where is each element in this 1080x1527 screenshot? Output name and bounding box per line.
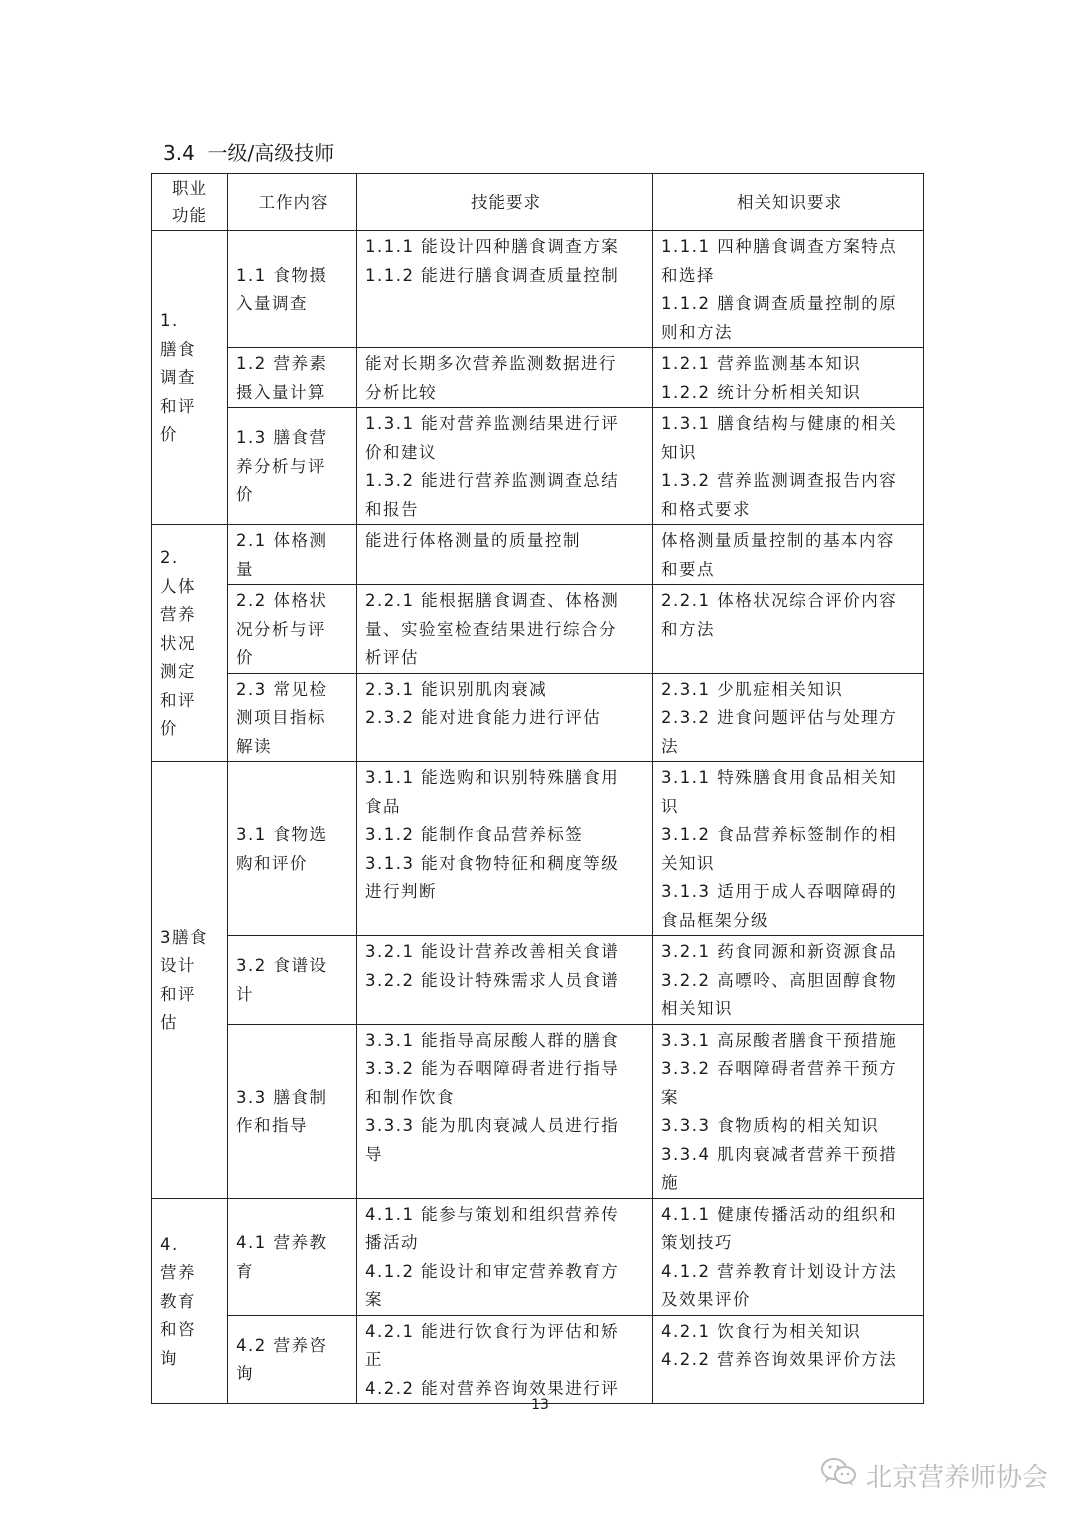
content-cell	[228, 1024, 357, 1198]
skills-cell-line: 能进行体格测量的质量控制	[365, 531, 581, 550]
skills-cell-line: 分析比较	[365, 382, 437, 402]
knowledge-cell-line: 4.1.2 营养教育计划设计方法	[661, 1261, 898, 1281]
content-cell-line: 3.3 膳食制	[236, 1087, 328, 1107]
content-cell-line: 4.1 营养教	[236, 1233, 328, 1252]
skills-cell-line: 3.2.2 能设计特殊需求人员食谱	[365, 970, 620, 990]
skills-cell-line: 量、实验室检查结果进行综合分	[365, 619, 617, 639]
skills-cell	[357, 408, 653, 525]
content-cell-line: 计	[236, 984, 254, 1004]
knowledge-cell-line: 体格测量质量控制的基本内容	[661, 531, 895, 550]
content-cell-line: 4.2 营养咨	[236, 1335, 328, 1355]
content-cell	[228, 936, 357, 1025]
content-cell-line: 量	[236, 559, 254, 579]
knowledge-cell	[653, 1315, 924, 1404]
knowledge-cell-line: 1.3.2 营养监测调查报告内容	[661, 471, 898, 490]
skills-cell-line: 能对长期多次营养监测数据进行	[365, 354, 617, 373]
skills-cell-line: 案	[365, 1290, 383, 1309]
skills-cell-line: 3.1.3 能对食物特征和稠度等级	[365, 853, 620, 873]
content-cell-line: 2.3 常见检	[236, 679, 328, 699]
function-cell-line: 状况	[160, 633, 196, 653]
skills-cell-line: 4.2.1 能进行饮食行为评估和矫	[365, 1321, 620, 1341]
knowledge-cell-line: 及效果评价	[661, 1290, 751, 1309]
knowledge-cell-line: 3.2.1 药食同源和新资源食品	[661, 942, 898, 961]
header-content: 工作内容	[228, 174, 357, 231]
function-cell-line: 营养	[160, 605, 196, 625]
content-cell-line: 解读	[236, 736, 272, 756]
skills-cell-line: 进行判断	[365, 882, 437, 901]
knowledge-cell-line: 和格式要求	[661, 499, 751, 519]
knowledge-cell-line: 3.1.3 适用于成人吞咽障碍的	[661, 882, 898, 901]
function-cell	[152, 525, 228, 762]
skills-cell	[357, 585, 653, 674]
knowledge-cell-line: 和方法	[661, 619, 715, 639]
header-knowledge: 相关知识要求	[653, 174, 924, 231]
knowledge-cell-line: 3.1.1 特殊膳食用食品相关知	[661, 768, 898, 787]
content-cell	[228, 762, 357, 936]
knowledge-cell-line: 3.2.2 高嘌呤、高胆固醇食物	[661, 970, 898, 990]
function-cell-line: 2.	[160, 548, 179, 568]
skills-cell-line: 析评估	[365, 648, 419, 667]
table-row	[152, 762, 924, 936]
function-cell-line: 和评	[160, 984, 196, 1004]
knowledge-cell-line: 食品框架分级	[661, 910, 769, 930]
content-cell	[228, 673, 357, 762]
knowledge-cell-line: 1.1.2 膳食调查质量控制的原	[661, 294, 898, 313]
skills-cell	[357, 525, 653, 585]
table-row	[152, 525, 924, 585]
skills-cell-line: 3.3.3 能为肌肉衰减人员进行指	[365, 1116, 620, 1135]
knowledge-cell-line: 识	[661, 796, 679, 816]
skills-cell-line: 价和建议	[365, 442, 437, 462]
skills-cell-line: 和报告	[365, 499, 419, 519]
knowledge-cell-line: 3.1.2 食品营养标签制作的相	[661, 825, 898, 844]
table-row	[152, 408, 924, 525]
skills-cell	[357, 1198, 653, 1315]
skills-cell-line: 1.3.2 能进行营养监测调查总结	[365, 471, 620, 490]
function-cell-line: 3膳食	[160, 927, 208, 947]
skills-cell-line: 正	[365, 1350, 383, 1369]
function-cell-line: 膳食	[160, 339, 196, 359]
skills-cell-line: 1.1.2 能进行膳食调查质量控制	[365, 265, 620, 285]
function-cell	[152, 762, 228, 1199]
content-cell-line: 价	[236, 648, 254, 667]
function-cell	[152, 1198, 228, 1404]
table-row	[152, 1315, 924, 1404]
table-row	[152, 585, 924, 674]
section-heading: 3.4 一级/高级技师	[163, 141, 335, 165]
function-cell-line: 估	[160, 1013, 178, 1033]
skills-cell	[357, 1315, 653, 1404]
content-cell-line: 3.2 食谱设	[236, 956, 328, 976]
function-cell-line: 调查	[160, 368, 196, 388]
table-row	[152, 673, 924, 762]
knowledge-cell	[653, 1024, 924, 1198]
content-cell-line: 1.1 食物摄	[236, 265, 328, 285]
skills-cell-line: 2.3.2 能对进食能力进行评估	[365, 708, 602, 727]
content-cell-line: 3.1 食物选	[236, 825, 328, 844]
table-row	[152, 348, 924, 408]
table-row	[152, 936, 924, 1025]
knowledge-cell-line: 策划技巧	[661, 1233, 733, 1252]
knowledge-cell	[653, 1198, 924, 1315]
content-cell-line: 1.2 营养素	[236, 354, 328, 373]
table-row	[152, 1024, 924, 1198]
function-cell-line: 价	[160, 719, 178, 739]
function-cell-line: 人体	[160, 576, 196, 596]
function-cell	[152, 231, 228, 525]
knowledge-cell-line: 法	[661, 736, 679, 756]
content-cell-line: 价	[236, 485, 254, 505]
wechat-icon	[820, 1457, 858, 1494]
content-cell-line: 1.3 膳食营	[236, 428, 328, 448]
skills-cell-line: 导	[365, 1144, 383, 1164]
watermark	[820, 1455, 1048, 1495]
content-cell-line: 2.2 体格状	[236, 591, 328, 610]
content-cell-line: 入量调查	[236, 294, 308, 313]
function-cell-line: 测定	[160, 662, 196, 682]
skills-cell-line: 1.3.1 能对营养监测结果进行评	[365, 414, 620, 433]
skills-cell-line: 1.1.1 能设计四种膳食调查方案	[365, 237, 620, 256]
content-cell	[228, 1315, 357, 1404]
knowledge-cell-line: 4.2.2 营养咨询效果评价方法	[661, 1350, 898, 1369]
function-cell-line: 营养	[160, 1263, 196, 1282]
skills-cell-line: 2.3.1 能识别肌肉衰减	[365, 679, 548, 699]
skills-cell-line: 4.1.2 能设计和审定营养教育方	[365, 1261, 620, 1281]
knowledge-cell-line: 则和方法	[661, 322, 733, 342]
skills-cell-line: 4.2.2 能对营养咨询效果进行评	[365, 1378, 620, 1398]
content-cell-line: 2.1 体格测	[236, 531, 328, 550]
skills-cell	[357, 762, 653, 936]
table-row	[152, 1198, 924, 1315]
knowledge-cell-line: 4.1.1 健康传播活动的组织和	[661, 1204, 898, 1224]
knowledge-cell-line: 1.2.2 统计分析相关知识	[661, 382, 862, 402]
knowledge-cell	[653, 408, 924, 525]
content-cell-line: 作和指导	[236, 1116, 308, 1135]
content-cell	[228, 525, 357, 585]
knowledge-cell-line: 和要点	[661, 559, 715, 579]
knowledge-cell-line: 和选择	[661, 265, 715, 285]
skills-cell	[357, 673, 653, 762]
knowledge-cell	[653, 585, 924, 674]
content-cell	[228, 585, 357, 674]
skills-cell	[357, 1024, 653, 1198]
function-cell-line: 教育	[160, 1291, 196, 1311]
knowledge-cell-line: 2.3.1 少肌症相关知识	[661, 679, 844, 699]
knowledge-cell-line: 3.3.4 肌肉衰减者营养干预措	[661, 1144, 898, 1164]
knowledge-cell	[653, 673, 924, 762]
knowledge-cell-line: 4.2.1 饮食行为相关知识	[661, 1321, 862, 1341]
content-cell	[228, 408, 357, 525]
content-cell-line: 询	[236, 1364, 254, 1384]
header-function: 职业 功能	[152, 174, 228, 231]
skills-cell	[357, 231, 653, 348]
content-cell-line: 摄入量计算	[236, 382, 326, 402]
page-number: 13	[531, 1397, 549, 1413]
knowledge-cell-line: 2.2.1 体格状况综合评价内容	[661, 591, 898, 610]
function-cell-line: 1.	[160, 311, 179, 331]
content-cell-line: 购和评价	[236, 853, 308, 873]
knowledge-cell-line: 3.3.3 食物质构的相关知识	[661, 1116, 880, 1135]
knowledge-cell-line: 相关知识	[661, 999, 733, 1018]
function-cell-line: 和咨	[160, 1320, 196, 1339]
content-cell-line: 况分析与评	[236, 619, 326, 639]
function-cell-line: 价	[160, 425, 178, 445]
knowledge-cell-line: 1.1.1 四种膳食调查方案特点	[661, 237, 898, 256]
content-cell-line: 养分析与评	[236, 456, 326, 476]
knowledge-cell	[653, 231, 924, 348]
table-row	[152, 231, 924, 348]
skills-table	[151, 173, 924, 1404]
function-cell-line: 询	[160, 1348, 178, 1368]
knowledge-cell-line: 3.3.2 吞咽障碍者营养干预方	[661, 1059, 898, 1078]
knowledge-cell	[653, 348, 924, 408]
skills-cell-line: 3.1.2 能制作食品营养标签	[365, 825, 584, 844]
content-cell	[228, 1198, 357, 1315]
watermark-text: 北京营养师协会	[866, 1462, 1049, 1493]
content-cell	[228, 231, 357, 348]
function-cell-line: 和评	[160, 690, 196, 710]
skills-cell-line: 4.1.1 能参与策划和组织营养传	[365, 1204, 620, 1224]
knowledge-cell-line: 案	[661, 1087, 679, 1107]
knowledge-cell	[653, 936, 924, 1025]
skills-cell-line: 3.1.1 能选购和识别特殊膳食用	[365, 768, 620, 787]
skills-cell	[357, 936, 653, 1025]
skills-cell-line: 和制作饮食	[365, 1087, 455, 1107]
skills-cell-line: 3.2.1 能设计营养改善相关食谱	[365, 942, 620, 961]
content-cell	[228, 348, 357, 408]
knowledge-cell-line: 1.3.1 膳食结构与健康的相关	[661, 414, 898, 433]
content-cell-line: 测项目指标	[236, 708, 326, 727]
knowledge-cell-line: 施	[661, 1173, 679, 1192]
skills-cell-line: 播活动	[365, 1233, 419, 1252]
function-cell-line: 设计	[160, 956, 196, 976]
skills-cell-line: 3.3.1 能指导高尿酸人群的膳食	[365, 1030, 620, 1050]
knowledge-cell-line: 关知识	[661, 853, 715, 873]
knowledge-cell-line: 2.3.2 进食问题评估与处理方	[661, 708, 898, 727]
skills-cell-line: 2.2.1 能根据膳食调查、体格测	[365, 591, 620, 610]
knowledge-cell	[653, 525, 924, 585]
knowledge-cell	[653, 762, 924, 936]
content-cell-line: 育	[236, 1261, 254, 1281]
knowledge-cell-line: 知识	[661, 442, 697, 462]
skills-cell-line: 3.3.2 能为吞咽障碍者进行指导	[365, 1059, 620, 1078]
function-cell-line: 和评	[160, 396, 196, 416]
skills-cell-line: 食品	[365, 796, 401, 816]
knowledge-cell-line: 3.3.1 高尿酸者膳食干预措施	[661, 1030, 898, 1050]
knowledge-cell-line: 1.2.1 营养监测基本知识	[661, 354, 862, 373]
header-row	[152, 174, 924, 231]
skills-cell	[357, 348, 653, 408]
header-skills: 技能要求	[357, 174, 653, 231]
function-cell-line: 4.	[160, 1234, 179, 1254]
